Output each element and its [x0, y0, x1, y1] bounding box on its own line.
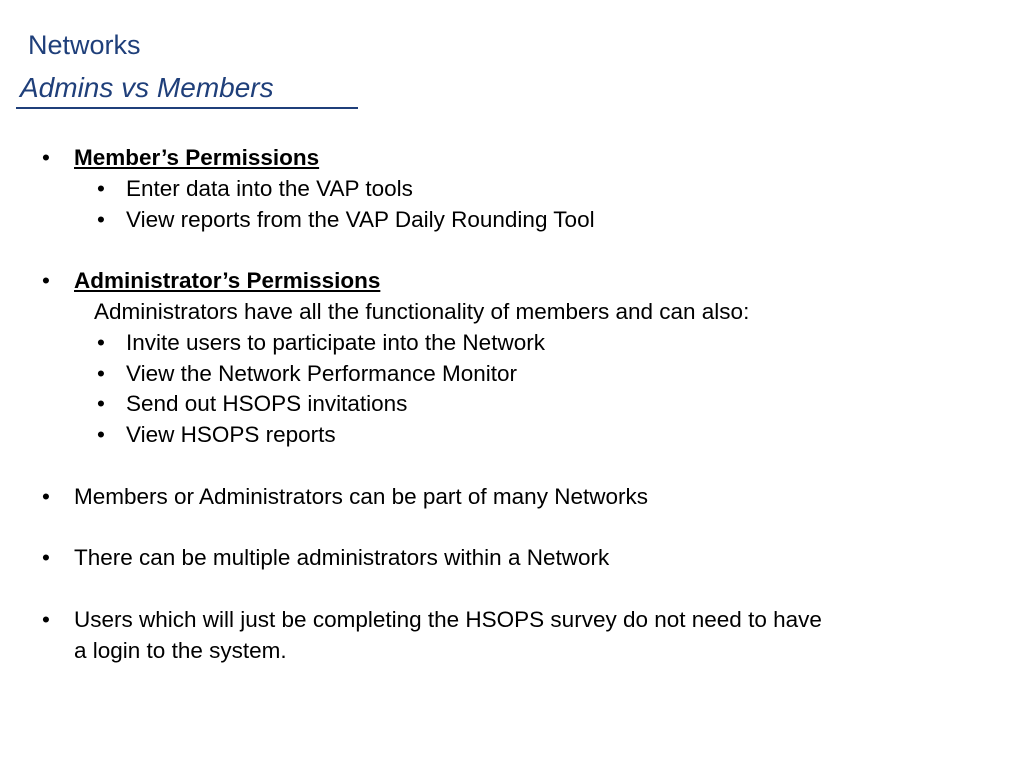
bullet: •: [97, 391, 105, 417]
members-permissions-heading: Member’s Permissions: [74, 145, 320, 170]
bullet: •: [42, 268, 50, 294]
list-item: [0, 174, 1024, 205]
list-item: [0, 482, 1024, 513]
slide-body: [0, 143, 1024, 667]
slide-title: Networks: [28, 30, 141, 60]
list-item: [0, 328, 1024, 359]
slide-subtitle: Admins vs Members: [20, 72, 274, 103]
admins-intro-text: Administrators have all the functionality of members and can also:: [94, 298, 750, 324]
list-item: [0, 359, 1024, 390]
member-permission-item: Enter data into the VAP tools: [126, 175, 413, 201]
admins-permissions-heading: Administrator’s Permissions: [74, 268, 381, 294]
list-item: [0, 605, 1024, 636]
members-heading-row: [0, 143, 1024, 174]
bullet: •: [97, 422, 105, 448]
admin-permission-item: View the Network Performance Monitor: [126, 360, 517, 386]
bullet: •: [97, 206, 105, 232]
note-text: Members or Administrators can be part of many Networks: [74, 483, 648, 509]
admin-permission-item: Invite users to participate into the Network: [126, 329, 545, 355]
bullet: •: [97, 329, 105, 355]
admins-intro-row: [0, 297, 1024, 328]
bullet: •: [42, 483, 50, 509]
admins-heading-row: [0, 266, 1024, 297]
bullet: •: [42, 145, 50, 170]
list-item: [0, 205, 1024, 236]
note-text-continuation: a login to the system.: [74, 637, 287, 663]
bullet: •: [97, 360, 105, 386]
member-permission-item: View reports from the VAP Daily Rounding Tool: [126, 206, 595, 232]
admin-permission-item: Send out HSOPS invitations: [126, 391, 408, 417]
bullet: •: [42, 606, 50, 632]
bullet: •: [42, 545, 50, 571]
title-underline: [16, 107, 358, 109]
list-item: [0, 389, 1024, 420]
note-text: Users which will just be completing the HSOPS survey do not need to have: [74, 606, 822, 632]
note-text: There can be multiple administrators within a Network: [74, 545, 610, 571]
note-continuation-row: [0, 636, 1024, 667]
list-item: [0, 420, 1024, 451]
bullet: •: [97, 175, 105, 201]
admin-permission-item: View HSOPS reports: [126, 422, 336, 448]
list-item: [0, 543, 1024, 574]
